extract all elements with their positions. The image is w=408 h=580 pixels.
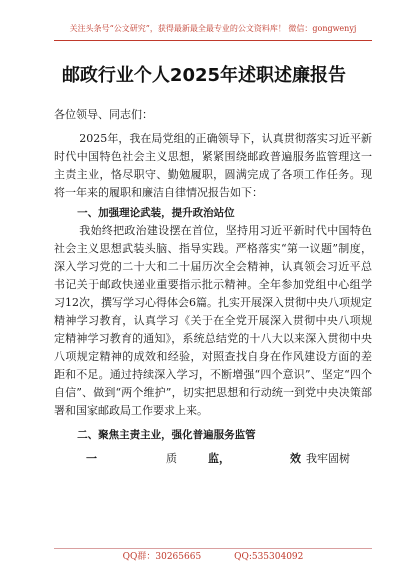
subsection-number: 一 — [86, 452, 97, 465]
footer-divider — [54, 548, 372, 549]
promo-banner: 关注头条号“公文研究”，获得最新最全最专业的公文资料库！ 微信：gongwenyj — [69, 24, 357, 33]
intro-paragraph: 2025年，我在局党组的正确领导下，认真贯彻落实习近平新时代中国特色社会主义思想，紧紧围绕邮政普遍服务监管理这一主责主业，恪尽职守、勤勉履职，圆满完成了各项工作任务。现将一年来的履职和廉洁自律情况报告如下： — [54, 132, 372, 199]
subsection-line — [54, 450, 372, 468]
subsection-fragment: 监， — [208, 452, 230, 465]
document-body — [54, 106, 372, 468]
footer-qq: QQ:535304092 — [234, 552, 304, 562]
page-footer — [54, 551, 372, 563]
salutation: 各位领导、同志们： — [54, 108, 153, 121]
section-heading-2: 二、聚焦主责主业，强化普遍服务监管 — [77, 429, 256, 441]
subsection-fragment: 我牢固树 — [306, 452, 350, 465]
subsection-fragment: 效 — [290, 452, 301, 465]
footer-qq-group: QQ群：30265665 — [122, 552, 202, 562]
section-heading-1: 一、加强理论武装，提升政治站位 — [77, 207, 235, 219]
document-title: 邮政行业个人2025年述职述廉报告 — [61, 65, 347, 86]
subsection-fragment: 质 — [166, 452, 177, 465]
section-1-paragraph: 我始终把政治建设摆在首位，坚持用习近平新时代中国特色社会主义思想武装头脑、指导实践。严格落实“第一议题”制度，深入学习党的二十大和二十届历次全会精神，认真领会习近平总书记关于邮政快递业重要指示批示精神。全年参加党组中心组学习12次，撰写学习心得体会6篇。扎实开展深入贯彻中央八项规定精神学习教育，认真学习《关于在全党开展深入贯彻中央八项规定精神学习教育的通知》，系统总结党的十八大以来深入贯彻中央八项规定精神的成效和经验，对照查找自身在作风建设方面的差距和不足。通过持续深入学习，不断增强“四个意识”、坚定“四个自信”、做到“两个维护”，切实把思想和行动统一到党中央决策部署和国家邮政局工作要求上来。 — [54, 224, 372, 417]
banner-divider — [54, 40, 372, 41]
